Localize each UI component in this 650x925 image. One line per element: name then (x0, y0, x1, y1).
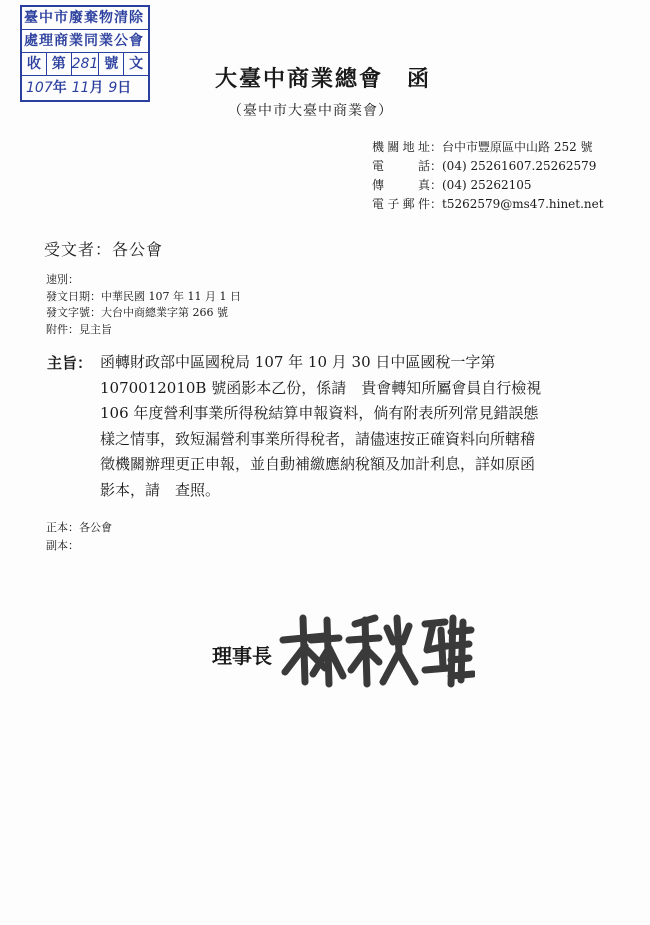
email-value: ：t5262579@ms47.hinet.net (430, 197, 604, 211)
subject-line: 函轉財政部中區國稅局 107 年 10 月 30 日中區國稅一字第 (100, 353, 496, 371)
chairman-signature (275, 610, 475, 690)
phone-line (372, 157, 604, 176)
stamp-org-line2: 處理商業同業公會 (22, 30, 148, 53)
subject-line: 1070012010B 號函影本乙份，係請 貴會轉知所屬會員自行檢視 (100, 378, 542, 397)
stamp-org-line1: 臺中市廢棄物清除 (22, 7, 148, 30)
speed-field: 速別： (46, 273, 79, 286)
letter-subtitle: （臺中市大臺中商業會） (228, 103, 393, 119)
letter-title: 大臺中商業總會 函 (215, 66, 432, 92)
stamp-year-unit: 年 (52, 80, 67, 96)
main-recipient: 正本：各公會 (46, 521, 112, 534)
stamp-receipt-number (22, 53, 148, 76)
reference-number: 發文字號：大台中商總業字第 266 號 (46, 306, 228, 319)
recipient: 受文者：各公會 (44, 240, 164, 259)
fax-label: 傳 真 (372, 178, 430, 192)
subject-line: 106 年度營利事業所得稅結算申報資料，倘有附表所列常見錯誤態 (100, 404, 539, 422)
stamp-day: 9 (108, 80, 118, 96)
contact-info (372, 138, 604, 214)
stamp-month-unit: 月 (89, 80, 104, 96)
stamp-year: 107 (26, 80, 53, 96)
copy-recipient: 副本： (46, 539, 79, 552)
address-line (372, 138, 604, 157)
fax-line (372, 176, 604, 195)
email-label: 電子郵件 (372, 197, 430, 211)
address-label: 機關地址 (372, 140, 430, 154)
stamp-month: 11 (71, 80, 90, 96)
issue-date: 發文日期：中華民國 107 年 11 月 1 日 (46, 289, 241, 303)
phone-value: ：(04) 25261607.25262579 (430, 159, 597, 173)
stamp-cell: 收 (22, 53, 47, 75)
subject-line: 影本，請 查照。 (100, 480, 221, 499)
receipt-stamp (20, 5, 150, 102)
stamp-cell: 第 (47, 53, 72, 75)
subject-label: 主旨： (47, 354, 93, 372)
fax-value: ：(04) 25262105 (430, 178, 532, 192)
attachment-field: 附件：見主旨 (46, 322, 112, 336)
stamp-cell: 文 (129, 56, 144, 72)
stamp-day-unit: 日 (117, 80, 132, 96)
stamp-number-handwritten: 281 (72, 53, 100, 75)
email-line (372, 195, 604, 214)
address-value: ：台中市豐原區中山路 252 號 (430, 140, 593, 154)
document-meta (46, 272, 241, 338)
stamp-cell: 號 (99, 53, 124, 75)
phone-label: 電 話 (372, 159, 430, 173)
subject-body (100, 350, 610, 503)
subject-line: 樣之情事，致短漏營利事業所得稅者，請儘速按正確資料向所轄稽 (100, 429, 536, 448)
subject-line: 徵機關辦理更正申報，並自動補繳應納稅額及加計利息，詳如原函 (100, 455, 536, 473)
distribution (46, 519, 112, 555)
chairman-title: 理事長 (212, 644, 272, 668)
stamp-date (22, 76, 148, 100)
